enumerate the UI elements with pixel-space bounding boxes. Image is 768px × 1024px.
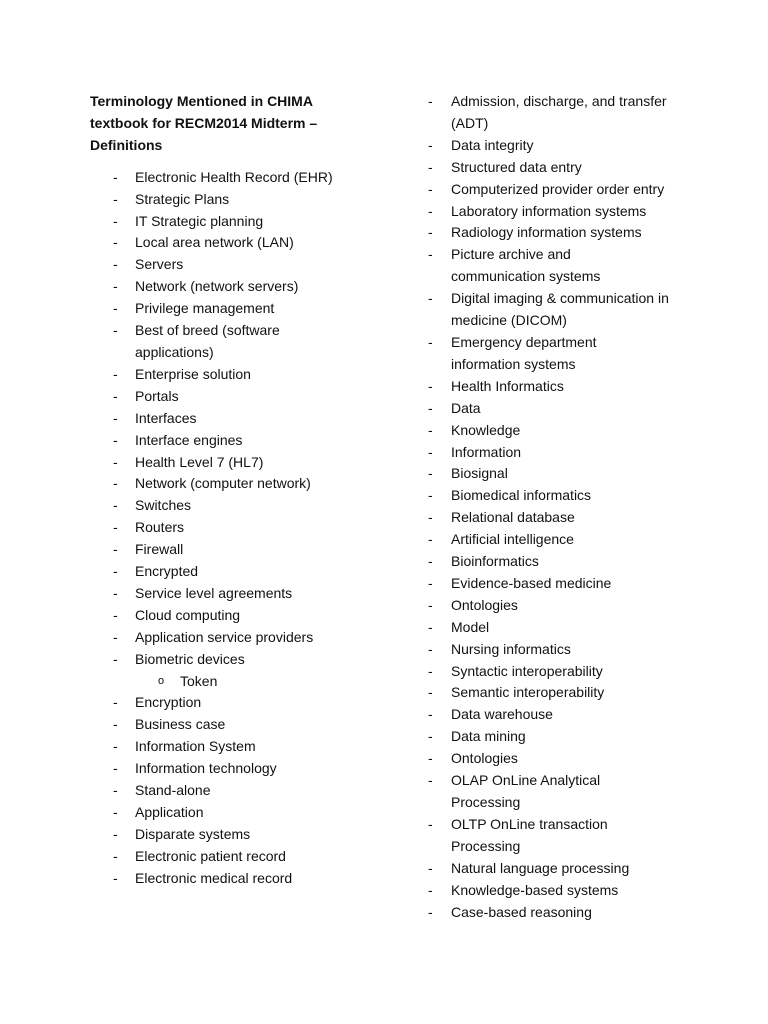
- term-text: Information System: [135, 738, 256, 755]
- list-item: [90, 495, 380, 517]
- list-item: [428, 902, 698, 924]
- term-text: Ontologies: [451, 750, 518, 767]
- term-text: Emergency department information systems: [451, 333, 597, 372]
- dash-bullet: -: [113, 475, 118, 492]
- list-item: [90, 473, 380, 495]
- list-item: [90, 736, 380, 758]
- list-item: [428, 551, 698, 573]
- dash-bullet: -: [113, 234, 118, 251]
- list-item: [428, 463, 698, 485]
- term-text: Structured data entry: [451, 158, 582, 175]
- list-item: [90, 802, 380, 824]
- dash-bullet: -: [428, 859, 433, 876]
- term-text: Servers: [135, 256, 184, 273]
- list-item: [428, 485, 698, 507]
- dash-bullet: -: [428, 684, 433, 701]
- dash-bullet: -: [428, 290, 433, 307]
- term-text: Network (computer network): [135, 475, 311, 492]
- list-item: [428, 858, 698, 880]
- dash-bullet: -: [428, 618, 433, 635]
- dash-bullet: -: [113, 869, 118, 886]
- dash-bullet: -: [428, 509, 433, 526]
- dash-bullet: -: [113, 825, 118, 842]
- term-text: Natural language processing: [451, 859, 630, 876]
- term-text: Interface engines: [135, 431, 243, 448]
- list-item: [428, 91, 686, 135]
- list-item: [428, 639, 698, 661]
- list-item: [90, 692, 380, 714]
- list-item: [90, 517, 380, 539]
- dash-bullet: -: [428, 815, 433, 832]
- dash-bullet: -: [428, 750, 433, 767]
- dash-bullet: -: [428, 596, 433, 613]
- list-item: [428, 814, 646, 858]
- list-item: [428, 179, 698, 201]
- document-title: Terminology Mentioned in CHIMA textbook for RECM2014 Midterm – Definitions: [90, 93, 318, 153]
- dash-bullet: -: [428, 706, 433, 723]
- dash-bullet: -: [428, 903, 433, 920]
- dash-bullet: -: [428, 881, 433, 898]
- term-text: Health Informatics: [451, 377, 564, 394]
- dash-bullet: -: [428, 640, 433, 657]
- list-item: [428, 529, 698, 551]
- dash-bullet: -: [428, 487, 433, 504]
- term-text: Data integrity: [451, 136, 534, 153]
- list-item: [90, 430, 380, 452]
- dash-bullet: -: [113, 278, 118, 295]
- list-item: [428, 398, 698, 420]
- list-item: [428, 748, 698, 770]
- list-item: [90, 364, 380, 386]
- dash-bullet: -: [428, 465, 433, 482]
- list-item: [428, 770, 641, 814]
- dash-bullet: -: [428, 158, 433, 175]
- list-item: [428, 376, 698, 398]
- dash-bullet: -: [113, 694, 118, 711]
- list-item: [428, 661, 698, 683]
- term-text: Switches: [135, 497, 192, 514]
- term-text: Artificial intelligence: [451, 531, 574, 548]
- term-text: Semantic interoperability: [451, 684, 605, 701]
- list-item: [90, 627, 380, 649]
- dash-bullet: -: [113, 782, 118, 799]
- dash-bullet: -: [113, 497, 118, 514]
- dash-bullet: -: [428, 136, 433, 153]
- term-text: Strategic Plans: [135, 190, 230, 207]
- dash-bullet: -: [113, 453, 118, 470]
- term-text: Digital imaging & communication in medicine (DICOM): [451, 290, 669, 329]
- term-text: Stand-alone: [135, 782, 211, 799]
- dash-bullet: -: [113, 716, 118, 733]
- term-text: Application service providers: [135, 628, 314, 645]
- term-text: Firewall: [135, 541, 184, 558]
- list-item: [428, 507, 698, 529]
- right-column: [428, 91, 698, 923]
- term-text: Encryption: [135, 694, 202, 711]
- dash-bullet: -: [113, 738, 118, 755]
- dash-bullet: -: [113, 760, 118, 777]
- term-list-right: [428, 91, 698, 923]
- term-text: Case-based reasoning: [451, 903, 592, 920]
- dash-bullet: -: [428, 180, 433, 197]
- list-item: [428, 201, 698, 223]
- dash-bullet: -: [113, 256, 118, 273]
- list-item: [428, 880, 698, 902]
- term-text: Portals: [135, 387, 179, 404]
- term-text: Application: [135, 804, 204, 820]
- dash-bullet: -: [428, 224, 433, 241]
- list-item: [90, 583, 380, 605]
- list-item: [428, 222, 698, 244]
- list-item: [90, 714, 380, 736]
- term-text: Cloud computing: [135, 606, 241, 623]
- list-item: [90, 408, 380, 430]
- list-item: [90, 846, 380, 868]
- term-text: Encrypted: [135, 563, 199, 580]
- dash-bullet: -: [113, 300, 118, 317]
- dash-bullet: -: [428, 202, 433, 219]
- list-item: [428, 682, 698, 704]
- list-item: [90, 539, 380, 561]
- dash-bullet: -: [113, 409, 118, 426]
- term-text: Relational database: [451, 509, 575, 526]
- list-item: [428, 135, 698, 157]
- dash-bullet: -: [113, 650, 118, 667]
- list-item: [428, 157, 698, 179]
- term-text: Service level agreements: [135, 584, 293, 601]
- dash-bullet: -: [113, 431, 118, 448]
- dash-bullet: -: [113, 387, 118, 404]
- circle-bullet: o: [158, 674, 165, 687]
- term-text: Knowledge-based systems: [451, 881, 619, 898]
- list-item: [90, 561, 380, 583]
- list-item: [428, 573, 698, 595]
- list-item: [428, 332, 636, 376]
- term-text: Interfaces: [135, 409, 197, 426]
- list-item: [90, 649, 380, 671]
- term-text: Information technology: [135, 760, 277, 777]
- term-text: Data: [451, 399, 481, 416]
- list-item: [428, 442, 698, 464]
- term-text: Laboratory information systems: [451, 202, 647, 219]
- dash-bullet: -: [113, 584, 118, 601]
- list-item: [428, 704, 698, 726]
- term-text: Syntactic interoperability: [451, 662, 603, 679]
- list-item: [90, 452, 380, 474]
- list-item: [428, 420, 698, 442]
- term-text: OLAP OnLine Analytical Processing: [451, 772, 601, 810]
- dash-bullet: -: [428, 246, 433, 263]
- term-text: Health Level 7 (HL7): [135, 453, 264, 470]
- term-text: Evidence-based medicine: [451, 574, 612, 591]
- dash-bullet: -: [428, 93, 433, 109]
- list-item: [90, 824, 380, 846]
- list-item: [90, 868, 380, 890]
- dash-bullet: -: [113, 365, 118, 382]
- list-item: [90, 167, 380, 189]
- list-item: [428, 244, 646, 288]
- list-item: [90, 232, 380, 254]
- dash-bullet: -: [428, 772, 433, 789]
- term-text: Disparate systems: [135, 825, 251, 842]
- term-text: Biomedical informatics: [451, 487, 592, 504]
- term-text: Nursing informatics: [451, 640, 571, 657]
- list-item: [428, 617, 698, 639]
- list-item: [90, 386, 380, 408]
- term-text: Business case: [135, 716, 226, 733]
- list-item: [90, 211, 380, 233]
- left-column: [90, 91, 380, 890]
- dash-bullet: -: [113, 606, 118, 623]
- term-text: Electronic Health Record (EHR): [135, 168, 333, 185]
- term-text: Token: [180, 672, 218, 689]
- term-text: Network (network servers): [135, 278, 299, 295]
- term-text: Ontologies: [451, 596, 518, 613]
- term-text: IT Strategic planning: [135, 212, 264, 229]
- list-item: [90, 189, 380, 211]
- dash-bullet: -: [113, 190, 118, 207]
- dash-bullet: -: [428, 443, 433, 460]
- list-item: [90, 780, 380, 802]
- term-text: Knowledge: [451, 421, 521, 438]
- dash-bullet: -: [113, 628, 118, 645]
- term-text: Picture archive and communication systems: [451, 246, 601, 285]
- term-text: Information: [451, 443, 522, 460]
- dash-bullet: -: [113, 519, 118, 536]
- list-item: [90, 320, 310, 364]
- dash-bullet: -: [428, 399, 433, 416]
- dash-bullet: -: [428, 574, 433, 591]
- dash-bullet: -: [113, 541, 118, 558]
- dash-bullet: -: [428, 728, 433, 745]
- list-item: [90, 298, 380, 320]
- term-text: Electronic medical record: [135, 869, 293, 886]
- dash-bullet: -: [428, 553, 433, 570]
- sub-list-item: [90, 671, 380, 693]
- dash-bullet: -: [113, 322, 118, 339]
- dash-bullet: -: [113, 847, 118, 864]
- term-text: Privilege management: [135, 300, 275, 317]
- term-text: Bioinformatics: [451, 553, 539, 570]
- term-text: OLTP OnLine transaction Processing: [451, 815, 608, 854]
- list-item: [428, 726, 698, 748]
- dash-bullet: -: [113, 212, 118, 229]
- term-text: Data warehouse: [451, 706, 553, 723]
- term-text: Model: [451, 618, 490, 635]
- dash-bullet: -: [113, 804, 118, 820]
- dash-bullet: -: [428, 531, 433, 548]
- list-item: [428, 288, 676, 332]
- dash-bullet: -: [113, 168, 118, 185]
- term-text: Routers: [135, 519, 185, 536]
- dash-bullet: -: [428, 333, 433, 350]
- term-text: Biometric devices: [135, 650, 245, 667]
- dash-bullet: -: [428, 421, 433, 438]
- term-text: Enterprise solution: [135, 365, 251, 382]
- term-text: Electronic patient record: [135, 847, 286, 864]
- list-item: [90, 254, 380, 276]
- dash-bullet: -: [428, 662, 433, 679]
- list-item: [428, 595, 698, 617]
- dash-bullet: -: [428, 377, 433, 394]
- term-text: Admission, discharge, and transfer (ADT): [451, 93, 667, 131]
- list-item: [90, 758, 380, 780]
- list-item: [90, 605, 380, 627]
- dash-bullet: -: [113, 563, 118, 580]
- list-item: [90, 276, 380, 298]
- term-text: Data mining: [451, 728, 526, 745]
- term-text: Computerized provider order entry: [451, 180, 665, 197]
- term-text: Biosignal: [451, 465, 508, 482]
- term-list-left: [90, 167, 380, 890]
- term-text: Best of breed (software applications): [135, 322, 280, 360]
- term-text: Radiology information systems: [451, 224, 642, 241]
- term-text: Local area network (LAN): [135, 234, 294, 251]
